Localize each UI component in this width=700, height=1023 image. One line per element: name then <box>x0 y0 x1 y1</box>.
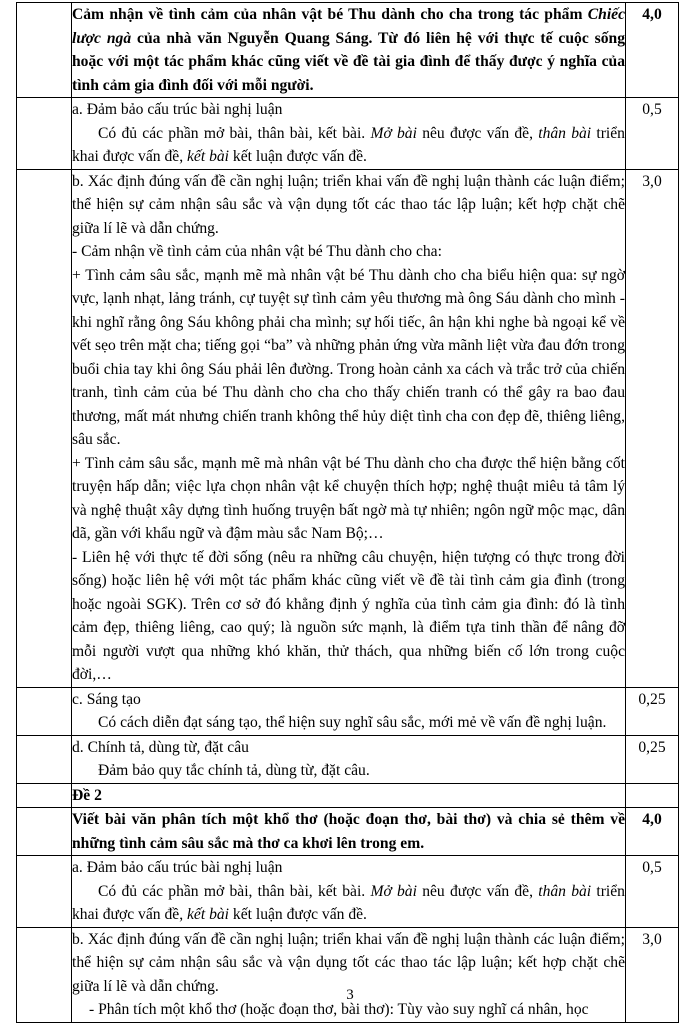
de2-row <box>17 783 679 808</box>
page-number: 3 <box>346 987 354 1003</box>
q2-b-criterion <box>72 927 626 1022</box>
index-cell <box>17 3 72 98</box>
q1-d-row <box>17 735 679 783</box>
criterion-point: - Phân tích một khổ thơ (hoặc đoạn thơ, bài thơ): Tùy vào suy nghĩ cá nhân, học <box>89 1001 589 1018</box>
q1-c-criterion <box>72 687 626 735</box>
q1-c-row <box>17 687 679 735</box>
q1-score: 4,0 <box>626 3 679 98</box>
q2-prompt-row <box>17 808 679 856</box>
q2-b-row <box>17 927 679 1022</box>
q1-b-score: 3,0 <box>626 169 679 687</box>
index-cell <box>17 687 72 735</box>
criterion-body: Đảm bảo quy tắc chính tả, dùng từ, đặt câu. <box>98 762 370 779</box>
criterion-heading: a. Đảm bảo cấu trúc bài nghị luận <box>72 101 283 118</box>
criterion-heading: a. Đảm bảo cấu trúc bài nghị luận <box>72 859 283 876</box>
criterion-heading: c. Sáng tạo <box>72 690 141 708</box>
score-cell <box>626 783 679 808</box>
criterion-heading: d. Chính tả, dùng từ, đặt câu <box>72 738 249 756</box>
marking-table <box>16 2 679 1023</box>
index-cell <box>17 856 72 928</box>
criterion-body: Có cách diễn đạt sáng tạo, thể hiện suy nghĩ sâu sắc, mới mẻ về vấn đề nghị luận. <box>98 714 607 731</box>
criterion-point: + Tình cảm sâu sắc, mạnh mẽ mà nhân vật bé Thu dành cho cha biểu hiện qua: sự ngờ vực, lạnh nhạt, lảng tránh, cự tuyệt sự tình cảm yêu thương mà ông Sáu dành cho mình - khi nghĩ rằng ông Sáu không phải cha mình; sự hối tiếc, ân hận khi nghe bà ngoại kể về vết sẹo trên mặt cha; tiếng gọi “ba” và những phản ứng vừa mãnh liệt vừa đau đớn trong buổi chia tay khi ông Sáu phải lên đường. Trong hoàn cảnh xa cách và trắc trở của chiến tranh, tình cảm của bé Thu dành cho cha cho thấy chiến tranh có thể gây ra bao đau thương, mất mát nhưng chiến tranh không thể hủy diệt tình cha con đẹp đẽ, thiêng liêng, sâu sắc. <box>72 266 625 448</box>
q2-a-criterion <box>72 856 626 928</box>
index-cell <box>17 735 72 783</box>
criterion-point: + Tình cảm sâu sắc, mạnh mẽ mà nhân vật bé Thu dành cho cha được thể hiện bằng cốt truyện hấp dẫn; việc lựa chọn nhân vật kể chuyện thích hợp; nghệ thuật miêu tả tâm lý và nghệ thuật xây dựng tình huống truyện bất ngờ mà tự nhiên; ngôn ngữ mộc mạc, dân dã, gần với khẩu ngữ và đậm màu sắc Nam Bộ;… <box>72 454 625 542</box>
index-cell <box>17 808 72 856</box>
q1-a-row <box>17 98 679 170</box>
q2-score: 4,0 <box>626 808 679 856</box>
index-cell <box>17 783 72 808</box>
criterion-body: Có đủ các phần mở bài, thân bài, kết bài. Mở bài nêu được vấn đề, thân bài triển khai được vấn đề, kết bài kết luận được vấn đề. <box>72 124 625 165</box>
q1-a-score: 0,5 <box>626 98 679 170</box>
q1-c-score: 0,25 <box>626 687 679 735</box>
q2-b-score: 3,0 <box>626 927 679 1022</box>
q1-prompt-row <box>17 3 679 98</box>
index-cell <box>17 169 72 687</box>
criterion-body: Có đủ các phần mở bài, thân bài, kết bài. Mở bài nêu được vấn đề, thân bài triển khai được vấn đề, kết bài kết luận được vấn đề. <box>72 882 625 923</box>
q2-a-score: 0,5 <box>626 856 679 928</box>
q1-d-score: 0,25 <box>626 735 679 783</box>
index-cell <box>17 927 72 1022</box>
q1-prompt: Cảm nhận về tình cảm của nhân vật bé Thu dành cho cha trong tác phẩm Chiếc lược ngà của nhà văn Nguyễn Quang Sáng. Từ đó liên hệ với thực tế cuộc sống hoặc với một tác phẩm khác cũng viết về đề tài gia đình để thấy được ý nghĩa của tình cảm gia đình đối với mỗi người. <box>72 3 626 98</box>
q1-b-criterion <box>72 169 626 687</box>
de2-label: Đề 2 <box>72 783 626 808</box>
criterion-heading: b. Xác định đúng vấn đề cần nghị luận; triển khai vấn đề nghị luận thành các luận điểm; thể hiện sự cảm nhận sâu sắc và vận dụng tốt các thao tác lập luận; kết hợp chặt chẽ giữa lí lẽ và dẫn chứng. <box>72 172 625 237</box>
q2-prompt: Viết bài văn phân tích một khổ thơ (hoặc đoạn thơ, bài thơ) và chia sẻ thêm về những tình cảm sâu sắc mà thơ ca khơi lên trong em. <box>72 808 626 856</box>
criterion-point: - Liên hệ với thực tế đời sống (nêu ra những câu chuyện, hiện tượng có thực trong đời sống) hoặc liên hệ với một tác phẩm khác cũng viết về đề tài tình cảm gia đình (trong hoặc ngoài SGK). Trên cơ sở đó khẳng định ý nghĩa của tình cảm gia đình: đó là tình cảm đẹp, thiêng liêng, cao quý; là nguồn sức mạnh, là điểm tựa tinh thần để nâng đỡ mỗi người vượt qua những khó khăn, thử thách, qua những biến cố lớn trong cuộc đời,… <box>72 548 625 683</box>
criterion-point: - Cảm nhận về tình cảm của nhân vật bé Thu dành cho cha: <box>72 243 442 260</box>
q1-d-criterion <box>72 735 626 783</box>
q1-a-criterion <box>72 98 626 170</box>
q2-a-row <box>17 856 679 928</box>
criterion-heading: b. Xác định đúng vấn đề cần nghị luận; triển khai vấn đề nghị luận thành các luận điểm; thể hiện sự cảm nhận sâu sắc và vận dụng tốt các thao tác lập luận; kết hợp chặt chẽ giữa lí lẽ và dẫn chứng. <box>72 930 625 995</box>
index-cell <box>17 98 72 170</box>
q1-b-row <box>17 169 679 687</box>
